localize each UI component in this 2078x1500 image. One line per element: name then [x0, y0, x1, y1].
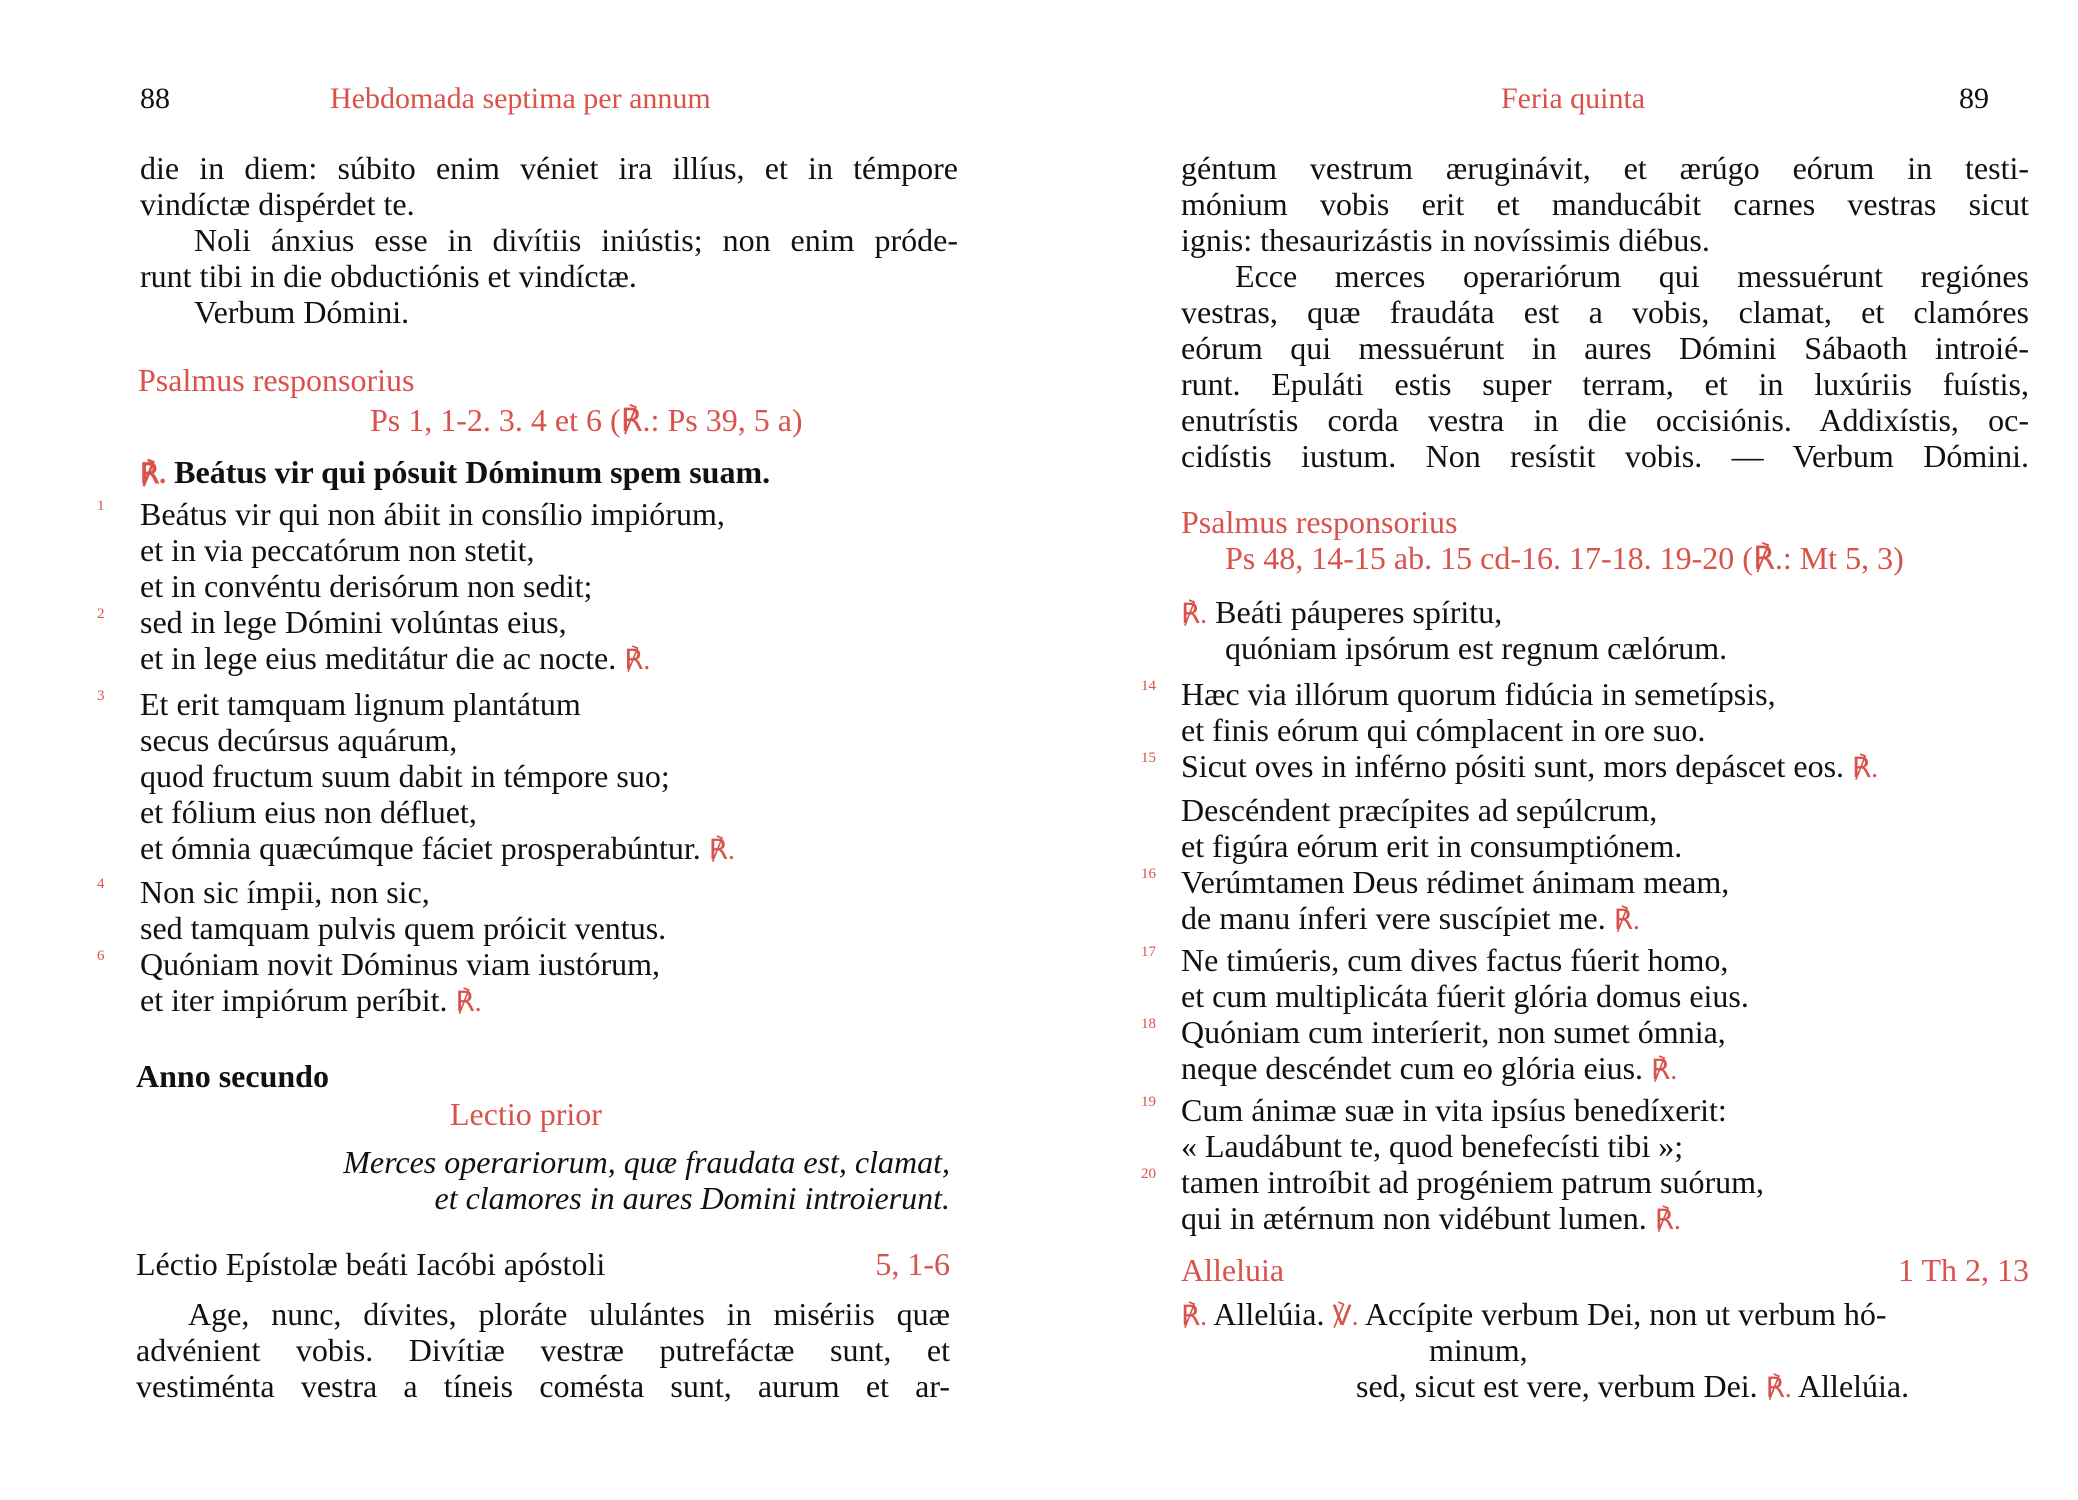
verse-line: et iter impiórum períbit. ℟. — [140, 982, 482, 1018]
verse-line: sed in lege Dómini volúntas eius, — [140, 604, 567, 640]
verse-line: Quóniam novit Dóminus viam iustórum, — [140, 946, 660, 982]
response-mark: ℟. — [1852, 753, 1879, 784]
alleluia-line: ℟. Allelúia. ℣. Accípite verbum Dei, non ut verbum hó- — [1181, 1296, 1887, 1332]
text-line: Ecce merces operariórum qui messuérunt regiónes — [1235, 258, 2029, 294]
verse-number: 18 — [1141, 1016, 1156, 1032]
verse-line: et in convéntu derisórum non sedit; — [140, 568, 593, 604]
refrain-text: Beátus vir qui pósuit Dóminum spem suam. — [174, 454, 771, 490]
verse-number: 15 — [1141, 750, 1156, 766]
verse-line: Beátus vir qui non ábiit in consílio impiórum, — [140, 496, 725, 532]
psalm-reference: Ps 48, 14-15 ab. 15 cd-16. 17-18. 19-20 (℟.: Mt 5, 3) — [1225, 540, 1904, 576]
text-line: advénient vobis. Divítiæ vestræ putrefáctæ sunt, et — [136, 1332, 950, 1368]
verse-line: et finis eórum qui cómplacent in ore suo. — [1181, 712, 1706, 748]
verse-line: qui in ætérnum non vidébunt lumen. ℟. — [1181, 1200, 1681, 1236]
response-mark: ℟. — [1654, 1205, 1681, 1236]
alleluia-line: minum, — [1429, 1332, 1528, 1368]
verse-number: 4 — [97, 876, 105, 892]
running-title-right: Feria quinta — [1501, 82, 1646, 115]
text-line: die in diem: súbito enim véniet ira illíus, et in témpore — [140, 150, 958, 186]
verse-line: et ómnia quæcúmque fáciet prosperabúntur. ℟. — [140, 830, 735, 866]
text-line: mónium vobis erit et manducábit carnes vestras sicut — [1181, 186, 2029, 222]
response-mark: ℟. — [624, 645, 651, 676]
refrain: ℟. Beáti páuperes spíritu, — [1181, 594, 1503, 630]
response-mark: ℟. — [1613, 905, 1640, 936]
response-mark: ℟. — [1765, 1373, 1792, 1404]
page-number-left: 88 — [140, 82, 170, 115]
verse-line: Ne timúeris, cum dives factus fúerit homo, — [1181, 942, 1729, 978]
psalm-reference: Ps 1, 1-2. 3. 4 et 6 (℟.: Ps 39, 5 a) — [370, 402, 803, 438]
refrain-line: quóniam ipsórum est regnum cælórum. — [1225, 630, 1728, 666]
summary-line: et clamores in aures Domini introierunt. — [434, 1180, 950, 1216]
verse-line: sed tamquam pulvis quem próicit ventus. — [140, 910, 667, 946]
verse-line: Et erit tamquam lignum plantátum — [140, 686, 581, 722]
verse-line: et fólium eius non défluet, — [140, 794, 477, 830]
page-number-right: 89 — [1959, 82, 1989, 115]
text-line: Verbum Dómini. — [194, 294, 410, 330]
verse-line: Verúmtamen Deus rédimet ánimam meam, — [1181, 864, 1730, 900]
response-mark: ℟. — [1181, 1301, 1208, 1332]
alleluia-reference: 1 Th 2, 13 — [1898, 1252, 2029, 1288]
verse-line: Cum ánimæ suæ in vita ipsíus benedíxerit: — [1181, 1092, 1727, 1128]
text-line: Noli ánxius esse in divítiis iniústis; non enim pródе- — [194, 222, 958, 258]
verse-line: neque descéndet cum eo glória eius. ℟. — [1181, 1050, 1678, 1086]
verse-line: Hæc via illórum quorum fidúcia in semetípsis, — [1181, 676, 1776, 712]
text-line: vestiménta vestra a tíneis comésta sunt, aurum et ar- — [136, 1368, 950, 1404]
psalm-heading: Psalmus responsorius — [1181, 504, 1458, 540]
verse-line: tamen introíbit ad progéniem patrum suórum, — [1181, 1164, 1764, 1200]
verse-number: 1 — [97, 498, 105, 514]
lectio-heading: Lectio prior — [450, 1096, 602, 1132]
text-line: enutrístis corda vestra in die occisiónis. Addixístis, oc- — [1181, 402, 2029, 438]
alleluia-heading: Alleluia — [1181, 1252, 1285, 1288]
text-line: runt. Epuláti estis super terram, et in luxúriis fuístis, — [1181, 366, 2029, 402]
refrain — [140, 454, 770, 493]
lectio-title: Léctio Epístolæ beáti Iacóbi apóstoli — [136, 1246, 606, 1282]
response-mark: ℟. — [1651, 1055, 1678, 1086]
response-mark: ℟. — [708, 835, 735, 866]
anno-heading: Anno secundo — [136, 1058, 329, 1094]
text-line: vestras, quæ fraudáta est a vobis, clamat, et clamóres — [1181, 294, 2029, 330]
right-page — [1039, 0, 2078, 1500]
text-line: cidístis iustum. Non resístit vobis. — Verbum Dómini. — [1181, 438, 2029, 474]
alleluia-line: sed, sicut est vere, verbum Dei. ℟. Allelúia. — [1356, 1368, 1910, 1404]
response-mark: ℟. — [140, 459, 167, 490]
verse-line: Descéndent præcípites ad sepúlcrum, — [1181, 792, 1658, 828]
response-mark: ℟. — [455, 987, 482, 1018]
verse-number: 16 — [1141, 866, 1156, 882]
summary-line: Merces operariorum, quæ fraudata est, clamat, — [343, 1144, 950, 1180]
verse-number: 6 — [97, 948, 105, 964]
text-line: vindíctæ dispérdet te. — [140, 186, 415, 222]
verse-number: 2 — [97, 606, 105, 622]
verse-line: Non sic ímpii, non sic, — [140, 874, 430, 910]
verse-line: et figúra eórum erit in consumptiónem. — [1181, 828, 1683, 864]
psalm-heading: Psalmus responsorius — [138, 362, 415, 398]
response-mark: ℟. — [1181, 599, 1208, 630]
verse-line: secus decúrsus aquárum, — [140, 722, 458, 758]
verse-line: Sicut oves in inférno pósiti sunt, mors depáscet eos. ℟. — [1181, 748, 1879, 784]
text-line: géntum vestrum æruginávit, et ærúgo eórum in testi- — [1181, 150, 2029, 186]
lectio-reference: 5, 1-6 — [875, 1246, 950, 1282]
verse-line: et in via peccatórum non stetit, — [140, 532, 535, 568]
verse-line: Quóniam cum interíerit, non sumet ómnia, — [1181, 1014, 1726, 1050]
verse-number: 17 — [1141, 944, 1156, 960]
verse-line: quod fructum suum dabit in témpore suo; — [140, 758, 670, 794]
text-line: Age, nunc, dívites, ploráte ululántes in misériis quæ — [188, 1296, 950, 1332]
verse-line: et cum multiplicáta fúerit glória domus eius. — [1181, 978, 1749, 1014]
verse-line: et in lege eius meditátur die ac nocte. ℟. — [140, 640, 651, 676]
verse-line: « Laudábunt te, quod benefecísti tibi »; — [1181, 1128, 1684, 1164]
verse-number: 20 — [1141, 1166, 1156, 1182]
verse-number: 19 — [1141, 1094, 1156, 1110]
running-title-left: Hebdomada septima per annum — [330, 82, 711, 115]
text-line: runt tibi in die obductiónis et vindíctæ. — [140, 258, 637, 294]
text-line: ignis: thesaurizástis in novíssimis diébus. — [1181, 222, 1710, 258]
versicle-mark: ℣. — [1332, 1301, 1359, 1332]
verse-number: 3 — [97, 688, 105, 704]
text-line: eórum qui messuérunt in aures Dómini Sábaoth introié- — [1181, 330, 2029, 366]
verse-line: de manu ínferi vere suscípiet me. ℟. — [1181, 900, 1640, 936]
verse-number: 14 — [1141, 678, 1156, 694]
